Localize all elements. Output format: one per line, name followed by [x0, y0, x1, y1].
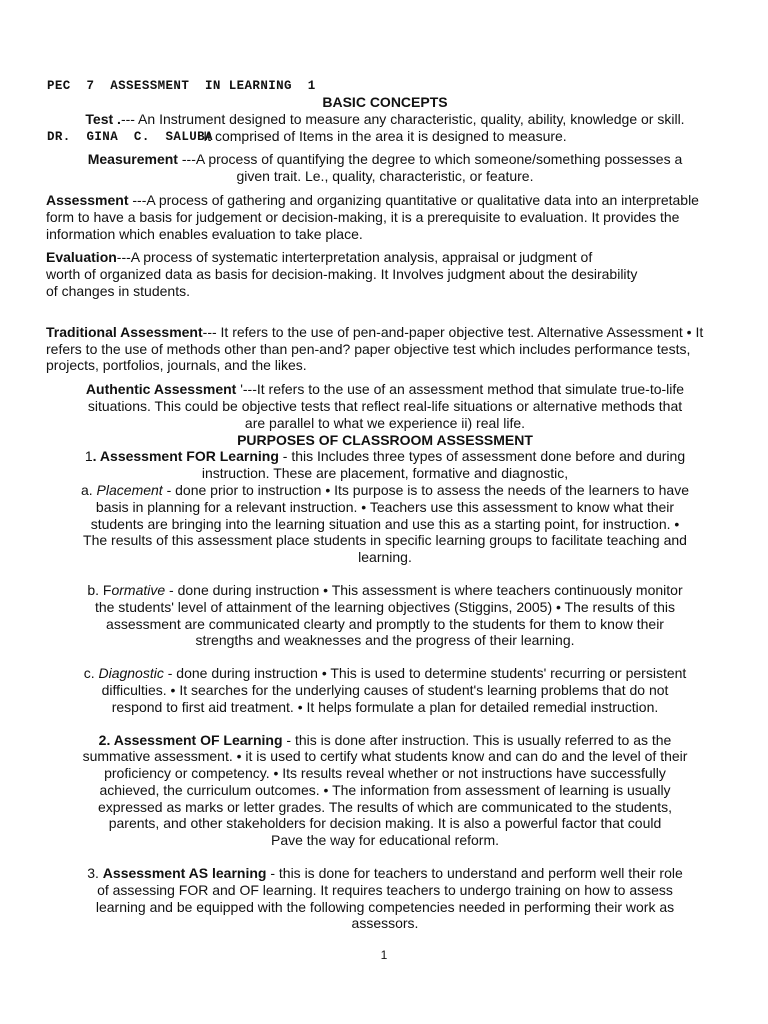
evaluation-text-line1: ---A process of systematic interterpretation analysis, appraisal or judgment of — [116, 249, 593, 266]
test-text-line1: --- An Instrument designed to measure any characteristic, quality, ability, knowledge or skill. — [120, 110, 685, 127]
assessment-definition — [46, 192, 724, 242]
document-body — [46, 94, 724, 932]
placement-term: Placement — [96, 481, 163, 498]
formative-line4: strengths and weaknesses and the progress of their learning. — [195, 632, 575, 649]
formative-term: ormative — [111, 581, 166, 598]
as-learning-line1: - this is done for teachers to understand and perform well their role — [266, 865, 683, 882]
for-learning-line2: instruction. These are placement, formative and diagnostic, — [201, 465, 569, 482]
of-learning-line2: summative assessment. • it is used to certify what students know and can do and the level of their — [82, 748, 688, 765]
of-learning-line5: expressed as marks or letter grades. The results of which are communicated to the students, — [97, 798, 672, 815]
diagnostic-prefix: c. — [83, 665, 99, 682]
authentic-assessment-definition — [46, 381, 724, 431]
measurement-text-line1: ---A process of quantifying the degree to which someone/something possesses a — [177, 151, 683, 168]
authentic-assessment-term: Authentic Assessment — [85, 381, 241, 398]
authentic-text-line2: situations. This could be objective tests that reflect real-life situations or alternative methods that — [87, 397, 683, 414]
diagnostic-line2: difficulties. • It searches for the underlying causes of student's learning problems that do not — [101, 681, 669, 698]
diagnostic-line1: - done during instruction • This is used to determine students' recurring or persistent — [163, 665, 687, 682]
of-learning-term: 2. Assessment OF Learning — [98, 731, 283, 748]
assessment-text: ---A process of gathering and organizing quantitative or qualitative data into an interpretable form to have a basis for judgement or decision-making, it is a prerequisite to evaluation. It provides the information which enables evaluation to take place. — [46, 191, 699, 242]
course-title: PEC 7 ASSESSMENT IN LEARNING 1 — [47, 79, 316, 93]
formative-line3: assessment are communicated clearty and promptly to the students for them to know their — [106, 615, 664, 632]
as-learning-line3: learning and be equipped with the following competencies needed in performing their work as — [95, 898, 675, 915]
evaluation-text-line2: worth of organized data as basis for decision-making. It Involves judgment about the desirability — [46, 266, 638, 283]
basic-concepts-heading: BASIC CONCEPTS — [322, 94, 448, 110]
measurement-definition — [46, 151, 724, 185]
diagnostic-term: Diagnostic — [98, 665, 164, 682]
page-number: 1 — [380, 948, 388, 962]
assessment-of-learning — [46, 732, 724, 850]
as-learning-number: 3. — [87, 865, 103, 882]
traditional-assessment-definition — [46, 324, 724, 374]
of-learning-line1: - this is done after instruction. This is usually referred to as the — [282, 731, 672, 748]
author-name: DR. GINA C. SALUBA — [47, 130, 213, 144]
test-term: Test . — [85, 110, 121, 127]
authentic-text-line3: are parallel to what we experience ii) real life. — [244, 414, 526, 431]
as-learning-term: Assessment AS learning — [102, 865, 267, 882]
for-learning-line1: - this Includes three types of assessment done before and during — [278, 448, 686, 465]
of-learning-line7: Pave the way for educational reform. — [270, 832, 499, 849]
formative-prefix: b. F — [87, 581, 112, 598]
assessment-term: Assessment — [46, 191, 129, 208]
formative-line2: the students' level of attainment of the learning objectives (Stiggins, 2005) • The results of this — [94, 598, 676, 615]
placement-line5: learning. — [358, 549, 412, 566]
of-learning-line3: proficiency or competency. • Its results reveal whether or not instructions have successfully — [104, 765, 666, 782]
authentic-text-line1: '---It refers to the use of an assessment method that simulate true-to-life — [240, 381, 685, 398]
traditional-assessment-text: --- It refers to the use of pen-and-paper objective test. Alternative Assessment • It refers to the use of methods other than pen-and? paper objective test which includes performance tests, projects, portfolios, journals, and the likes. — [46, 323, 704, 374]
formative-line1: - done during instruction • This assessment is where teachers continuously monitor — [165, 581, 683, 598]
placement-line4: The results of this assessment place students in specific learning groups to facilitate teaching and — [83, 532, 687, 549]
placement-prefix: a. — [80, 481, 97, 498]
measurement-term: Measurement — [87, 151, 178, 168]
test-text-line2: It comprised of Items in the area it is designed to measure. — [203, 127, 567, 144]
evaluation-definition — [46, 249, 724, 299]
as-learning-line2: of assessing FOR and OF learning. It requires teachers to undergo training on how to assess — [97, 881, 673, 898]
of-learning-line4: achieved, the curriculum outcomes. • The information from assessment of learning is usually — [99, 781, 671, 798]
assessment-for-learning — [46, 448, 724, 482]
evaluation-text-line3: of changes in students. — [46, 282, 190, 299]
for-learning-term: . Assessment FOR Learning — [92, 448, 279, 465]
as-learning-line4: assessors. — [351, 915, 419, 932]
test-definition — [46, 111, 724, 145]
purposes-heading: PURPOSES OF CLASSROOM ASSESSMENT — [237, 431, 533, 448]
measurement-text-line2: given trait. Le., quality, characteristic, or feature. — [236, 168, 534, 185]
for-learning-number: 1 — [84, 448, 93, 465]
traditional-assessment-term: Traditional Assessment — [46, 323, 203, 340]
placement-assessment — [46, 482, 724, 566]
of-learning-line6: parents, and other stakeholders for decision making. It is also a powerful factor that could — [108, 815, 662, 832]
assessment-as-learning — [46, 865, 724, 932]
placement-line2: basis in planning for a relevant instruction. • Teachers use this assessment to know what their — [95, 498, 675, 515]
diagnostic-line3: respond to first aid treatment. • It helps formulate a plan for detailed remedial instruction. — [111, 698, 659, 715]
placement-line1: - done prior to instruction • Its purpose is to assess the needs of the learners to have — [162, 481, 690, 498]
formative-assessment — [46, 582, 724, 649]
diagnostic-assessment — [46, 665, 724, 715]
placement-line3: students are bringing into the learning situation and use this as a starting point, for instruction. • — [90, 515, 680, 532]
evaluation-term: Evaluation — [46, 249, 117, 266]
